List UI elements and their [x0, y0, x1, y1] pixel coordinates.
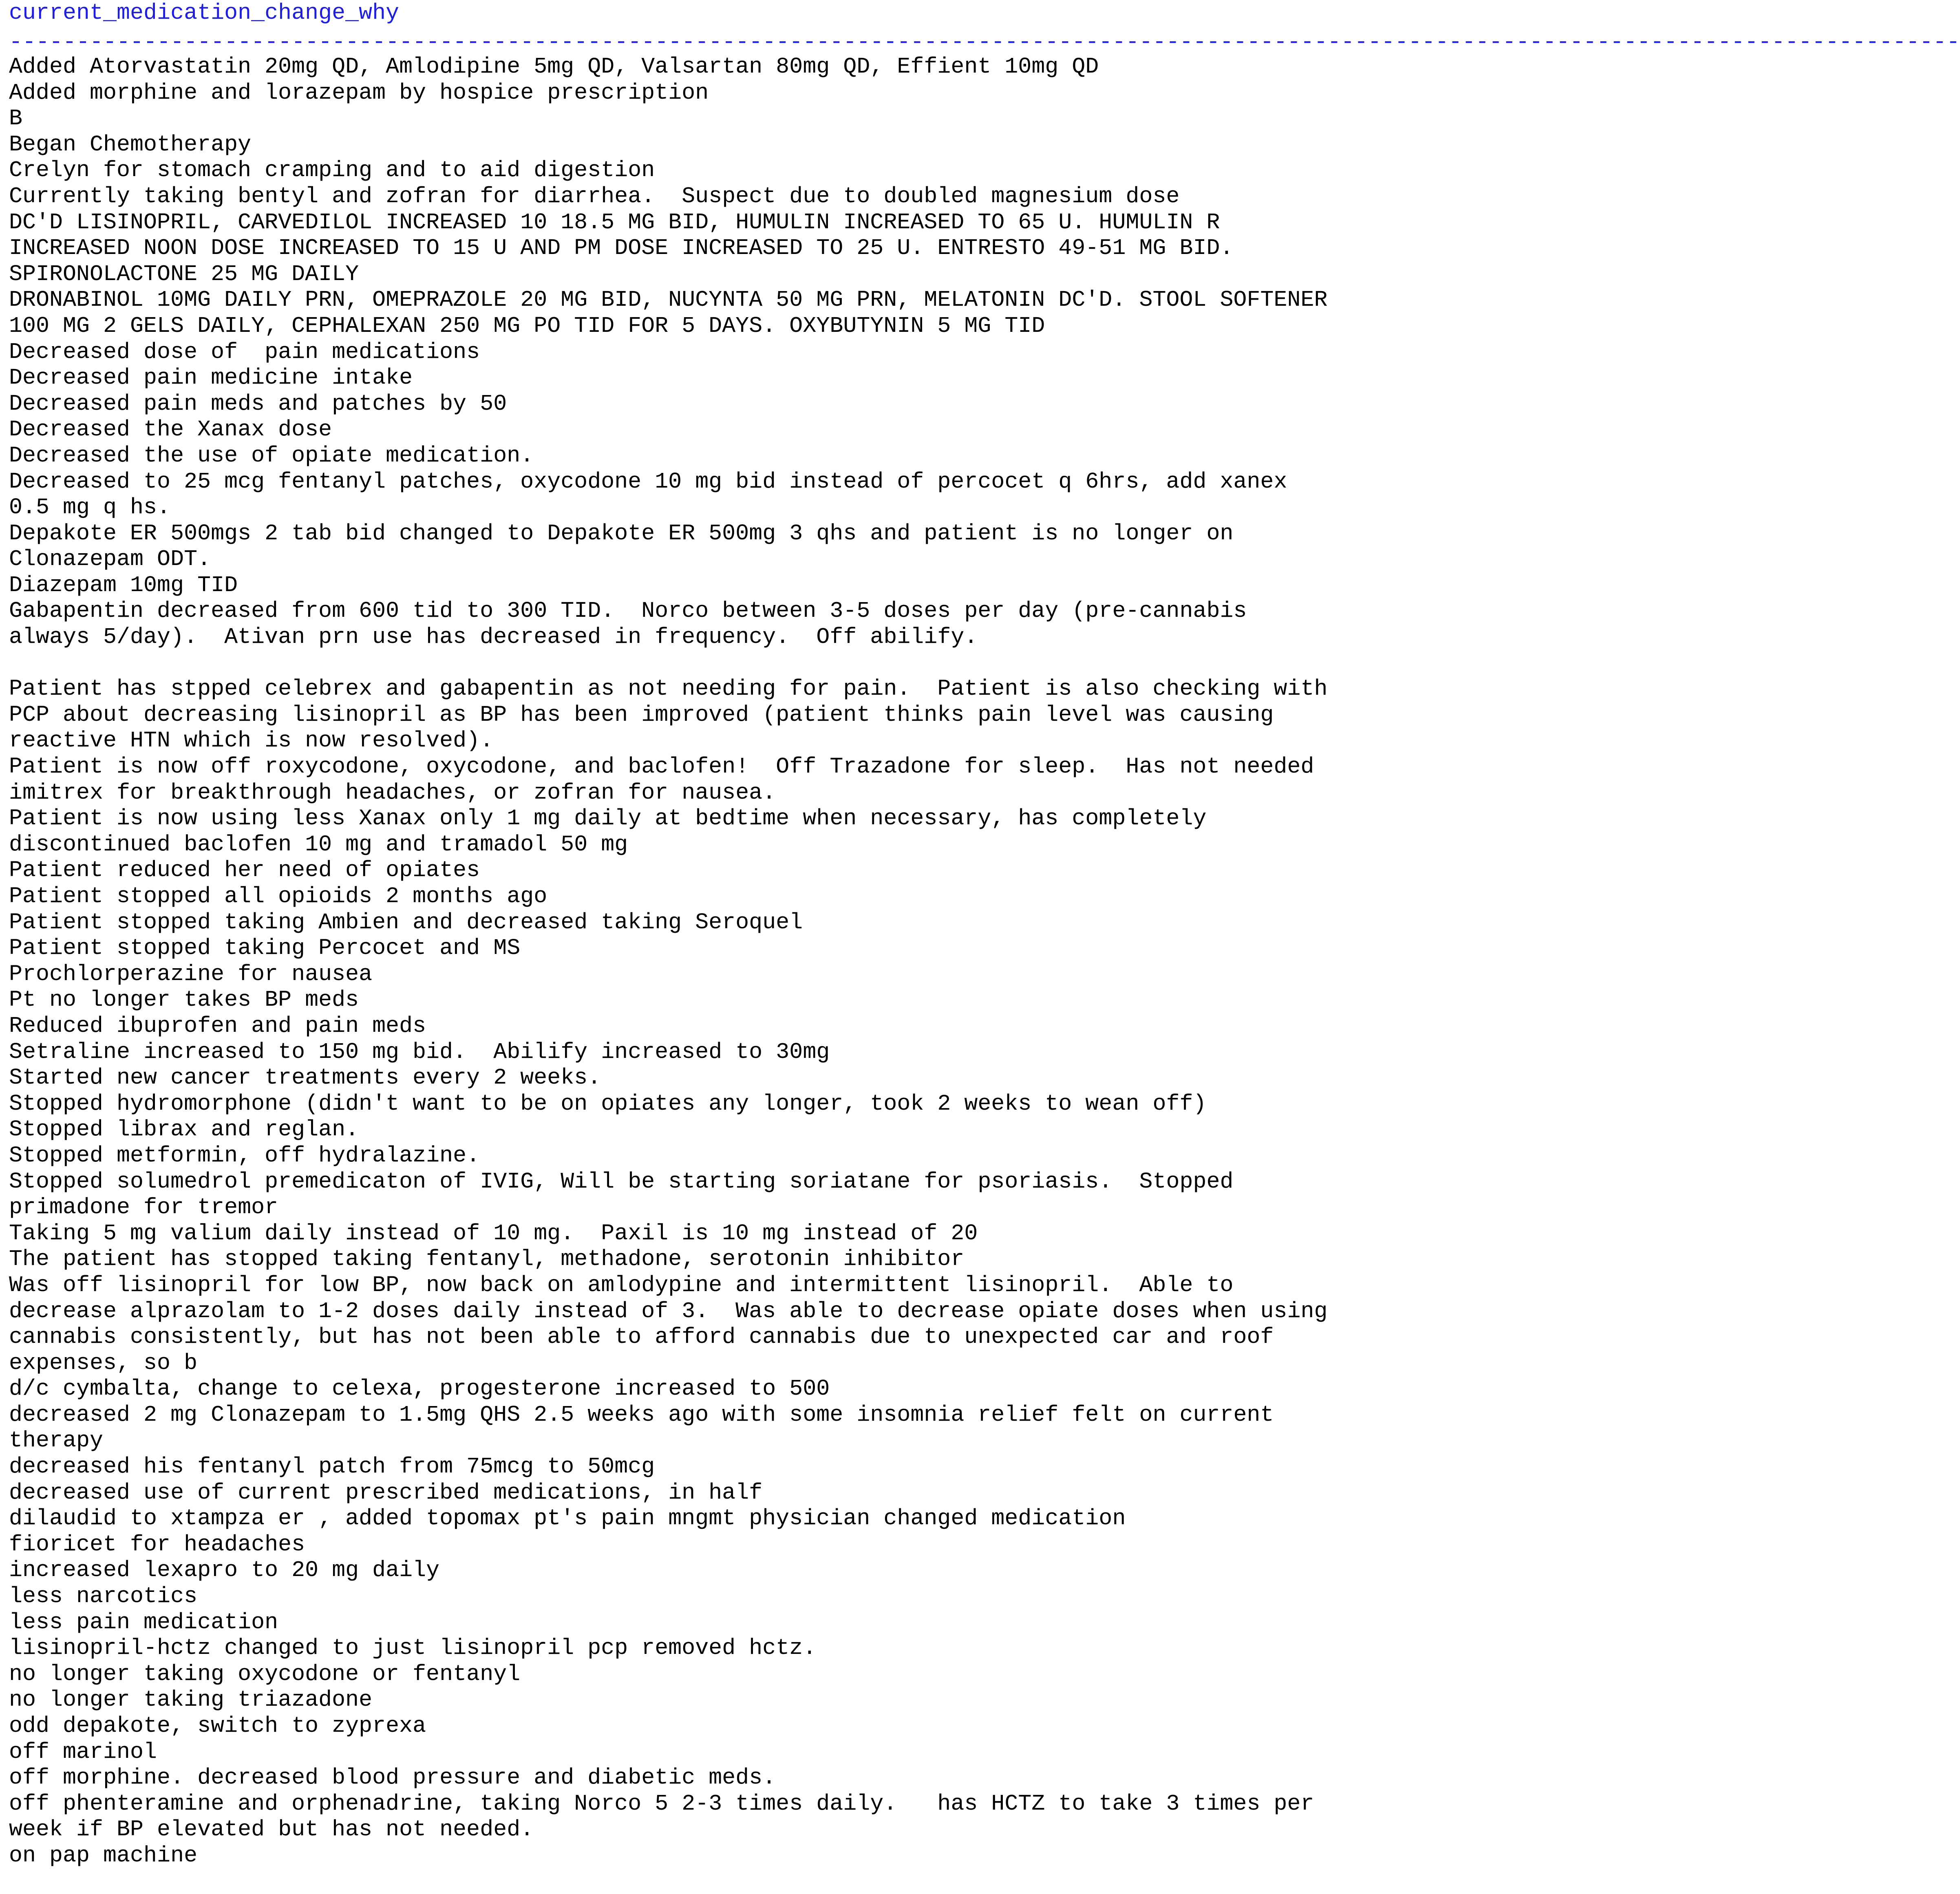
- result-row: Added morphine and lorazepam by hospice prescription: [9, 79, 709, 106]
- result-row: Patient has stpped celebrex and gabapentin as not needing for pain. Patient is also checking with: [9, 676, 1328, 702]
- result-row: on pap machine: [9, 1842, 198, 1868]
- result-row: off morphine. decreased blood pressure and diabetic meds.: [9, 1765, 776, 1791]
- result-row: less narcotics: [9, 1583, 198, 1609]
- result-row: Depakote ER 500mgs 2 tab bid changed to Depakote ER 500mg 3 qhs and patient is no longer on: [9, 520, 1234, 546]
- result-row: odd depakote, switch to zyprexa: [9, 1713, 426, 1739]
- result-row: therapy: [9, 1428, 104, 1454]
- result-row: [9, 650, 1403, 676]
- result-rows: [9, 54, 1403, 1869]
- result-row: no longer taking triazadone: [9, 1687, 373, 1713]
- result-row: PCP about decreasing lisinopril as BP has been improved (patient thinks pain level was causing: [9, 702, 1274, 728]
- result-row: Patient reduced her need of opiates: [9, 857, 480, 883]
- result-row: Added Atorvastatin 20mg QD, Amlodipine 5mg QD, Valsartan 80mg QD, Effient 10mg QD: [9, 54, 1099, 79]
- result-row: Began Chemotherapy: [9, 131, 252, 157]
- result-row: Patient stopped all opioids 2 months ago: [9, 883, 547, 909]
- result-row: Decreased to 25 mcg fentanyl patches, oxycodone 10 mg bid instead of percocet q 6hrs, add xanex: [9, 468, 1287, 494]
- result-row: decreased his fentanyl patch from 75mcg to 50mcg: [9, 1454, 655, 1480]
- result-row: lisinopril-hctz changed to just lisinopril pcp removed hctz.: [9, 1635, 817, 1661]
- result-row: B: [9, 106, 23, 132]
- result-row: Gabapentin decreased from 600 tid to 300 TID. Norco between 3-5 doses per day (pre-cannabis: [9, 598, 1247, 624]
- result-row: Decreased the Xanax dose: [9, 417, 332, 443]
- result-row: 100 MG 2 GELS DAILY, CEPHALEXAN 250 MG PO TID FOR 5 DAYS. OXYBUTYNIN 5 MG TID: [9, 313, 1045, 339]
- result-row: Patient is now off roxycodone, oxycodone, and baclofen! Off Trazadone for sleep. Has not needed: [9, 754, 1314, 780]
- result-row: Reduced ibuprofen and pain meds: [9, 1013, 426, 1039]
- result-row: Stopped metformin, off hydralazine.: [9, 1142, 480, 1168]
- result-row: Currently taking bentyl and zofran for diarrhea. Suspect due to doubled magnesium dose: [9, 183, 1180, 209]
- result-row: Decreased pain medicine intake: [9, 365, 413, 391]
- result-row: DRONABINOL 10MG DAILY PRN, OMEPRAZOLE 20 MG BID, NUCYNTA 50 MG PRN, MELATONIN DC'D. STOOL SOFTENER: [9, 287, 1328, 313]
- result-row: decrease alprazolam to 1-2 doses daily instead of 3. Was able to decrease opiate doses when using: [9, 1298, 1328, 1324]
- result-row: decreased 2 mg Clonazepam to 1.5mg QHS 2.5 weeks ago with some insomnia relief felt on current: [9, 1402, 1274, 1428]
- result-row: primadone for tremor: [9, 1194, 278, 1221]
- result-row: imitrex for breakthrough headaches, or zofran for nausea.: [9, 779, 776, 806]
- result-row: less pain medication: [9, 1609, 278, 1635]
- result-row: 0.5 mg q hs.: [9, 494, 171, 521]
- result-row: Decreased dose of pain medications: [9, 339, 480, 365]
- header-divider: -------------------------------------------------------------------------------------------------------------------------------------------------: [9, 29, 1960, 55]
- result-row: Was off lisinopril for low BP, now back on amlodypine and intermittent lisinopril. Able to: [9, 1272, 1234, 1298]
- result-row: Patient stopped taking Percocet and MS: [9, 935, 521, 961]
- result-row: INCREASED NOON DOSE INCREASED TO 15 U AND PM DOSE INCREASED TO 25 U. ENTRESTO 49-51 MG BID.: [9, 235, 1234, 261]
- column-header: current_medication_change_why: [9, 0, 400, 26]
- result-row: decreased use of current prescribed medications, in half: [9, 1479, 763, 1505]
- result-row: Decreased pain meds and patches by 50: [9, 391, 507, 417]
- result-row: Decreased the use of opiate medication.: [9, 442, 534, 468]
- result-row: fioricet for headaches: [9, 1531, 305, 1557]
- result-row: cannabis consistently, but has not been able to afford cannabis due to unexpected car and roof: [9, 1324, 1274, 1350]
- result-row: dilaudid to xtampza er , added topomax pt's pain mngmt physician changed medication: [9, 1505, 1126, 1532]
- result-row: discontinued baclofen 10 mg and tramadol 50 mg: [9, 831, 628, 857]
- result-row: DC'D LISINOPRIL, CARVEDILOL INCREASED 10 18.5 MG BID, HUMULIN INCREASED TO 65 U. HUMULIN R: [9, 209, 1220, 235]
- result-row: Clonazepam ODT.: [9, 546, 211, 572]
- result-row: The patient has stopped taking fentanyl, methadone, serotonin inhibitor: [9, 1246, 965, 1272]
- result-row: increased lexapro to 20 mg daily: [9, 1557, 440, 1583]
- result-row: Taking 5 mg valium daily instead of 10 mg. Paxil is 10 mg instead of 20: [9, 1220, 978, 1246]
- result-row: reactive HTN which is now resolved).: [9, 728, 494, 754]
- result-row: Crelyn for stomach cramping and to aid digestion: [9, 157, 655, 183]
- result-row: Stopped hydromorphone (didn't want to be on opiates any longer, took 2 weeks to wean off): [9, 1090, 1207, 1117]
- result-row: week if BP elevated but has not needed.: [9, 1817, 534, 1843]
- result-row: SPIRONOLACTONE 25 MG DAILY: [9, 261, 359, 287]
- result-row: Stopped librax and reglan.: [9, 1117, 359, 1143]
- result-row: Prochlorperazine for nausea: [9, 961, 373, 987]
- result-row: no longer taking oxycodone or fentanyl: [9, 1661, 521, 1687]
- result-row: always 5/day). Ativan prn use has decreased in frequency. Off abilify.: [9, 624, 978, 650]
- result-row: off marinol: [9, 1739, 157, 1765]
- result-row: expenses, so b: [9, 1350, 198, 1376]
- result-row: d/c cymbalta, change to celexa, progesterone increased to 500: [9, 1376, 830, 1402]
- result-row: Started new cancer treatments every 2 weeks.: [9, 1065, 601, 1091]
- result-row: Stopped solumedrol premedicaton of IVIG, Will be starting soriatane for psoriasis. Stopped: [9, 1168, 1234, 1194]
- result-row: off phenteramine and orphenadrine, taking Norco 5 2-3 times daily. has HCTZ to take 3 times per: [9, 1790, 1314, 1817]
- result-row: Setraline increased to 150 mg bid. Abilify increased to 30mg: [9, 1039, 830, 1065]
- result-row: Patient is now using less Xanax only 1 mg daily at bedtime when necessary, has completely: [9, 806, 1207, 832]
- result-row: Pt no longer takes BP meds: [9, 987, 359, 1013]
- result-row: Patient stopped taking Ambien and decreased taking Seroquel: [9, 909, 803, 935]
- result-row: Diazepam 10mg TID: [9, 572, 238, 598]
